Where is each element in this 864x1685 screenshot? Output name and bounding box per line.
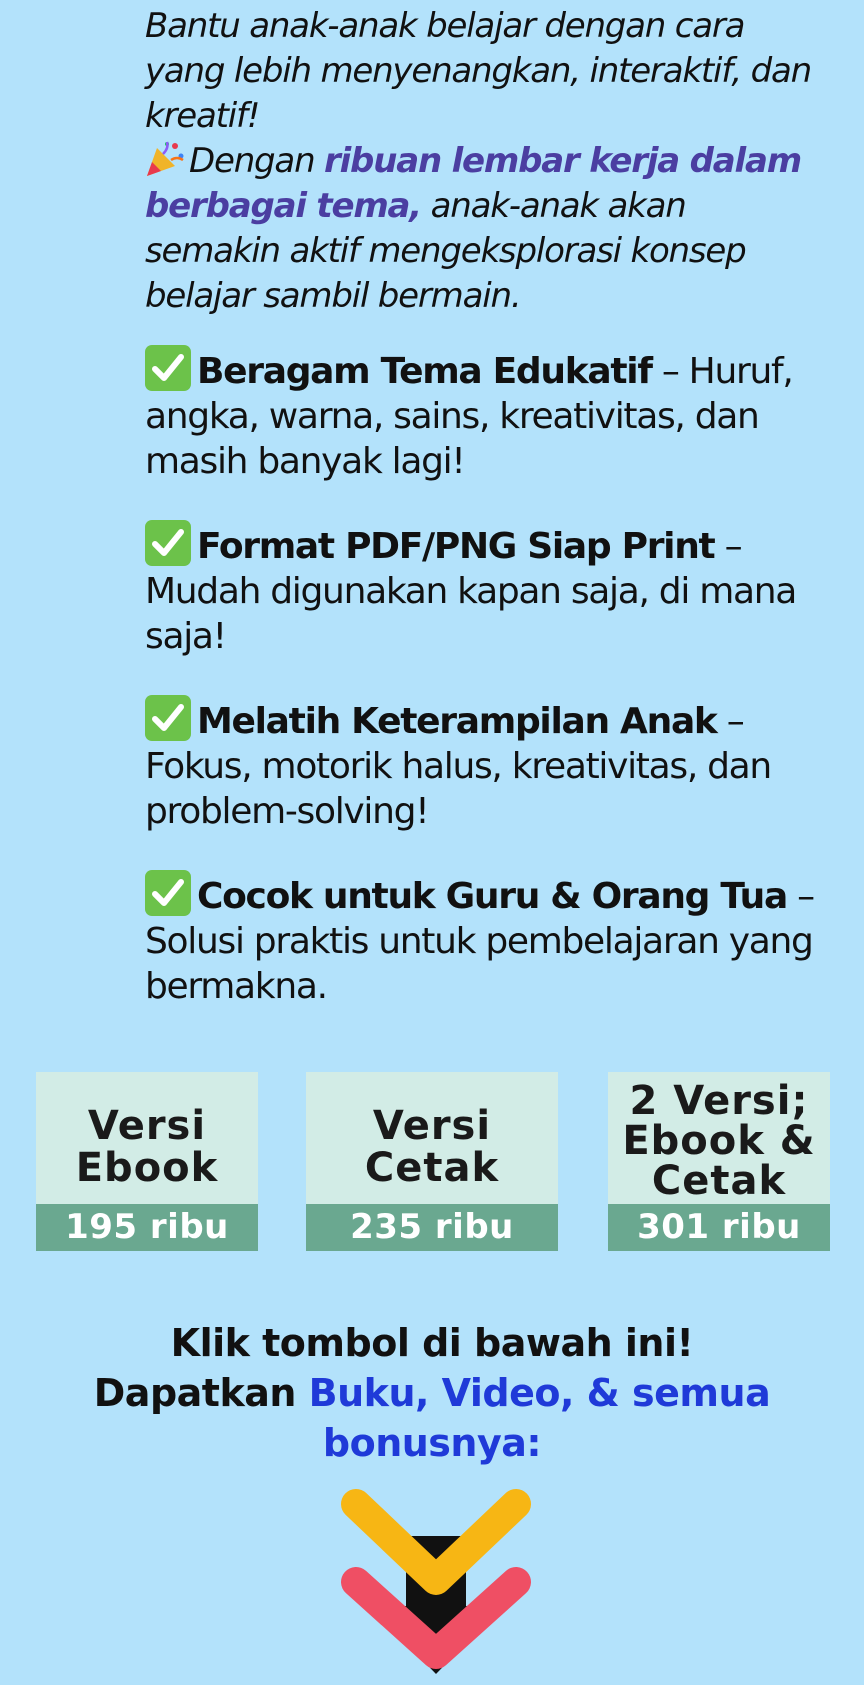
price-label: 195 ribu [36,1204,258,1251]
check-mark-icon [145,345,191,391]
intro-highlight: ribuan lembar kerja dalam berbagai tema, [145,141,801,226]
cta-highlight: Buku, Video, & semua bonusnya: [308,1371,771,1465]
intro-line-1: Bantu anak-anak belajar dengan cara yang lebih menyenangkan, interaktif, dan kreatif! [145,6,811,136]
feature-item [145,520,845,659]
party-popper-icon [145,140,185,178]
feature-desc: – Huruf, angka, warna, sains, kreativitas, dan masih banyak lagi! [145,351,793,482]
price-card-title-line-1: Versi [372,1103,492,1149]
cta-line-2-pre: Dapatkan [93,1371,309,1415]
feature-title: Beragam Tema Edukatif [197,351,652,392]
check-mark-icon [145,520,191,566]
price-card-title [36,1094,258,1200]
intro-line-2-post: anak-anak akan semakin aktif mengeksplorasi konsep belajar sambil bermain. [145,186,746,316]
price-card-title-line-2: Cetak [364,1145,500,1191]
price-options [0,1072,864,1252]
price-card-title [306,1094,558,1200]
double-chevron-down-icon [336,1478,536,1680]
price-card-title-line-2: Ebook & [622,1118,816,1164]
feature-item [145,345,845,484]
cta-line-1: Klik tombol di bawah ini! [170,1321,694,1365]
intro-paragraph [145,4,825,319]
price-card-cetak[interactable] [306,1072,558,1251]
price-card-title-line-1: Versi [87,1103,207,1149]
price-card-title-line-1: 2 Versi; [629,1078,809,1124]
intro-line-2-pre: Dengan [189,141,325,181]
feature-title: Format PDF/PNG Siap Print [197,526,715,567]
cta-line-2 [0,1368,864,1468]
price-card-title [608,1078,830,1204]
feature-title: Cocok untuk Guru & Orang Tua [197,876,787,917]
price-label: 301 ribu [608,1204,830,1251]
price-label: 235 ribu [306,1204,558,1251]
price-card-ebook[interactable] [36,1072,258,1251]
call-to-action [0,1318,864,1468]
price-card-title-line-3: Cetak [651,1158,787,1204]
feature-title: Melatih Keterampilan Anak [197,701,717,742]
price-card-bundle[interactable] [608,1072,830,1251]
check-mark-icon [145,870,191,916]
feature-item [145,870,845,1009]
check-mark-icon [145,695,191,741]
feature-list [145,345,845,1045]
feature-item [145,695,845,834]
price-card-title-line-2: Ebook [75,1145,219,1191]
feature-desc: – Solusi praktis untuk pembelajaran yang bermakna. [145,876,814,1007]
feature-desc: – Mudah digunakan kapan saja, di mana saja! [145,526,796,657]
feature-desc: – Fokus, motorik halus, kreativitas, dan problem-solving! [145,701,771,832]
